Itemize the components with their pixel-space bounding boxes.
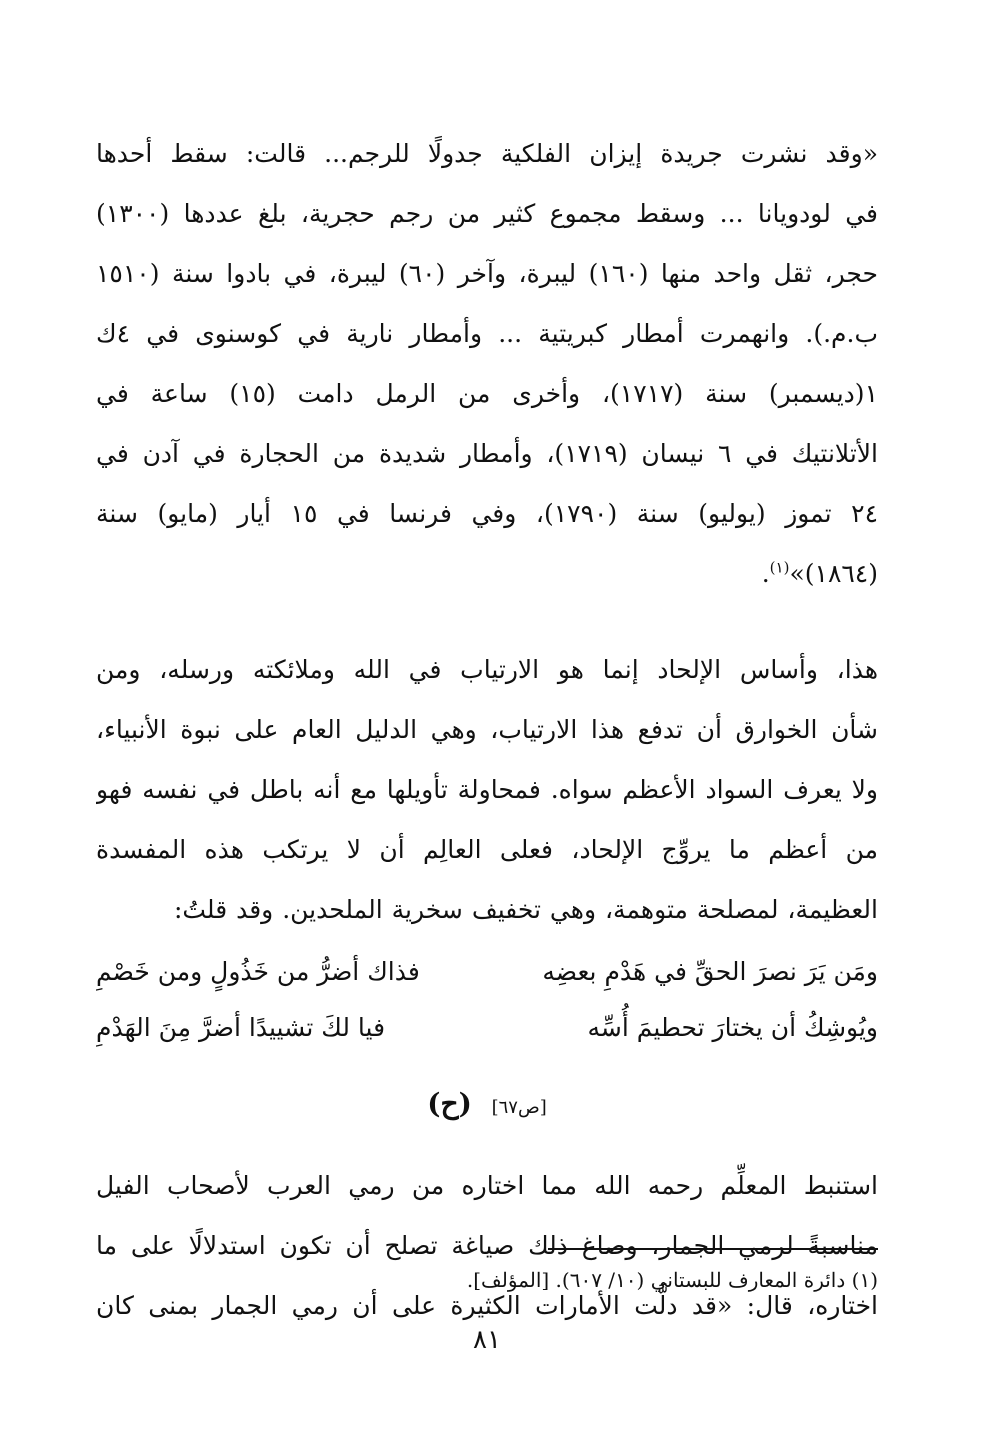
section-paragraph: [96, 1156, 878, 1336]
poem-hemistich-first: ومَن يَرَ نصرَ الحقِّ في هَدْمِ بعضِه: [542, 957, 878, 986]
text-line: العظيمة، لمصلحة متوهمة، وهي تخفيف سخرية الملحدين. وقد قلتُ:: [173, 895, 878, 924]
book-page: [96, 124, 878, 1456]
text-line: «وقد نشرت جريدة إيزان الفلكية جدولًا للرجم... قالت: سقط أحدها: [96, 139, 878, 168]
text-line-last: [96, 544, 878, 604]
footnote-divider: [548, 1248, 878, 1250]
text-line: مناسبةً لرمي الجمار، وصاغ ذلك صياغة تصلح أن تكون استدلالًا على ما: [96, 1231, 878, 1260]
poem-hemistich-second: فذاك أضرُّ من خَذُولٍ ومن خَصْمِ: [96, 957, 420, 986]
text-line: الأتلانتيك في ٦ نيسان (١٧١٩)، وأمطار شديدة من الحجارة في آدن في: [96, 439, 878, 468]
text-line: من أعظم ما يروِّج الإلحاد، فعلى العالِم أن لا يرتكب هذه المفسدة: [96, 835, 878, 864]
text-line: ولا يعرف السواد الأعظم سواه. فمحاولة تأويلها مع أنه باطل في نفسه فهو: [96, 775, 878, 804]
text-line: ١(ديسمبر) سنة (١٧١٧)، وأخرى من الرمل دامت (١٥) ساعة في: [96, 379, 878, 408]
text-line: شأن الخوارق أن تدفع هذا الارتياب، وهي الدليل العام على نبوة الأنبياء،: [96, 715, 878, 744]
text-line: اختاره، قال: «قد دلَّت الأمارات الكثيرة على أن رمي الجمار بمنى كان: [96, 1291, 878, 1320]
text-line: حجر، ثقل واحد منها (١٦٠) ليبرة، وآخر (٦٠) ليبرة، في بادوا سنة (١٥١٠: [96, 259, 878, 288]
poem-hemistich-second: فيا لكَ تشييدًا أضرَّ مِنَ الهَدْمِ: [96, 1013, 386, 1042]
section-title: (ح): [427, 1087, 472, 1120]
quote-paragraph: [96, 124, 878, 604]
text-line: استنبط المعلِّم رحمه الله مما اختاره من رمي العرب لأصحاب الفيل: [96, 1171, 878, 1200]
commentary-paragraph: [96, 640, 878, 940]
text-fragment: (١٨٦٤)»: [789, 559, 878, 588]
section-heading: [96, 1074, 878, 1138]
poem-hemistich-first: ويُوشِكُ أن يختارَ تحطيمَ أُسِّه: [587, 1013, 878, 1042]
text-line: هذا، وأساس الإلحاد إنما هو الارتياب في الله وملائكته ورسله، ومن: [96, 655, 878, 684]
footnote: (١) دائرة المعارف للبستاني (١٠/ ٦٠٧). [المؤلف].: [466, 1268, 878, 1292]
text-fragment: .: [761, 559, 770, 588]
poem: [96, 944, 878, 1056]
text-line: ب.م.). وانهمرت أمطار كبريتية ... وأمطار نارية في كوسنوى في ٤ك: [96, 319, 878, 348]
page-number: ٨١: [473, 1325, 501, 1355]
text-line: في لودويانا ... وسقط مجموع كثير من رجم حجرية، بلغ عددها (١٣٠٠): [96, 199, 878, 228]
footnote-marker: (١): [769, 558, 790, 577]
page-reference: [ص٦٧]: [491, 1097, 547, 1118]
text-line: ٢٤ تموز (يوليو) سنة (١٧٩٠)، وفي فرنسا في ١٥ أيار (مايو) سنة: [96, 499, 878, 528]
